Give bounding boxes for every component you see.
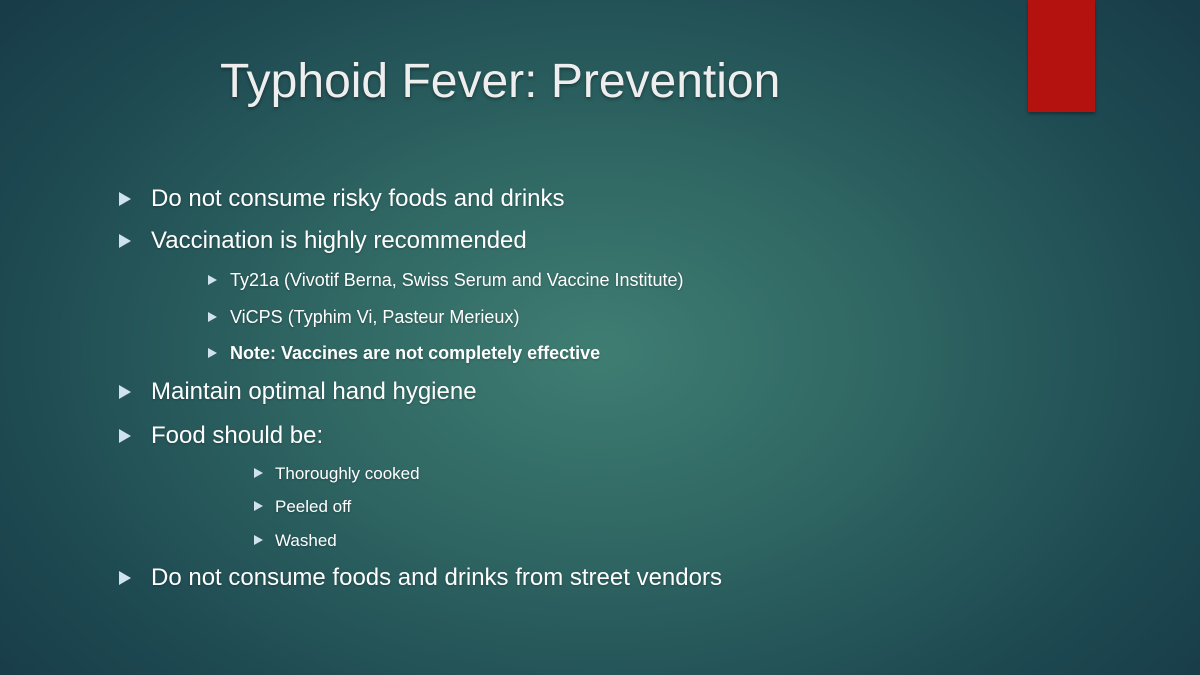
triangle-bullet-icon: [119, 385, 131, 399]
sub-bullet-text: Thoroughly cooked: [275, 464, 420, 483]
sub-bullet-item-note: [230, 342, 600, 364]
sub-bullet-item: [275, 496, 351, 517]
bullet-text: Do not consume risky foods and drinks: [151, 185, 565, 212]
bullet-text: Maintain optimal hand hygiene: [151, 378, 477, 405]
bullet-text: Do not consume foods and drinks from street vendors: [151, 564, 722, 591]
sub-bullet-item: [275, 463, 420, 484]
bullet-item: [151, 185, 565, 213]
sub-bullet-item: [275, 530, 337, 551]
bullet-item: [151, 564, 722, 592]
slide-title: Typhoid Fever: Prevention: [220, 55, 781, 108]
triangle-bullet-icon: [208, 312, 217, 322]
bullet-item: [151, 227, 527, 255]
sub-bullet-text: ViCPS (Typhim Vi, Pasteur Merieux): [230, 307, 520, 327]
bullet-text: Vaccination is highly recommended: [151, 227, 527, 254]
triangle-bullet-icon: [208, 275, 217, 285]
triangle-bullet-icon: [254, 501, 263, 511]
bullet-item: [151, 422, 323, 450]
triangle-bullet-icon: [254, 535, 263, 545]
triangle-bullet-icon: [119, 429, 131, 443]
sub-bullet-text: Peeled off: [275, 497, 352, 516]
triangle-bullet-icon: [254, 468, 263, 478]
sub-bullet-text: Washed: [275, 531, 337, 550]
triangle-bullet-icon: [208, 348, 217, 358]
sub-bullet-text: Ty21a (Vivotif Berna, Swiss Serum and Vaccine Institute): [230, 270, 684, 290]
triangle-bullet-icon: [119, 192, 131, 206]
sub-bullet-item: [230, 306, 519, 328]
bullet-item: [151, 378, 477, 406]
triangle-bullet-icon: [119, 234, 131, 248]
bullet-text: Food should be:: [151, 422, 324, 449]
triangle-bullet-icon: [119, 571, 131, 585]
note-text: Note: Vaccines are not completely effective: [230, 343, 601, 363]
sub-bullet-item: [230, 269, 684, 291]
red-accent-bar: [1028, 0, 1095, 112]
